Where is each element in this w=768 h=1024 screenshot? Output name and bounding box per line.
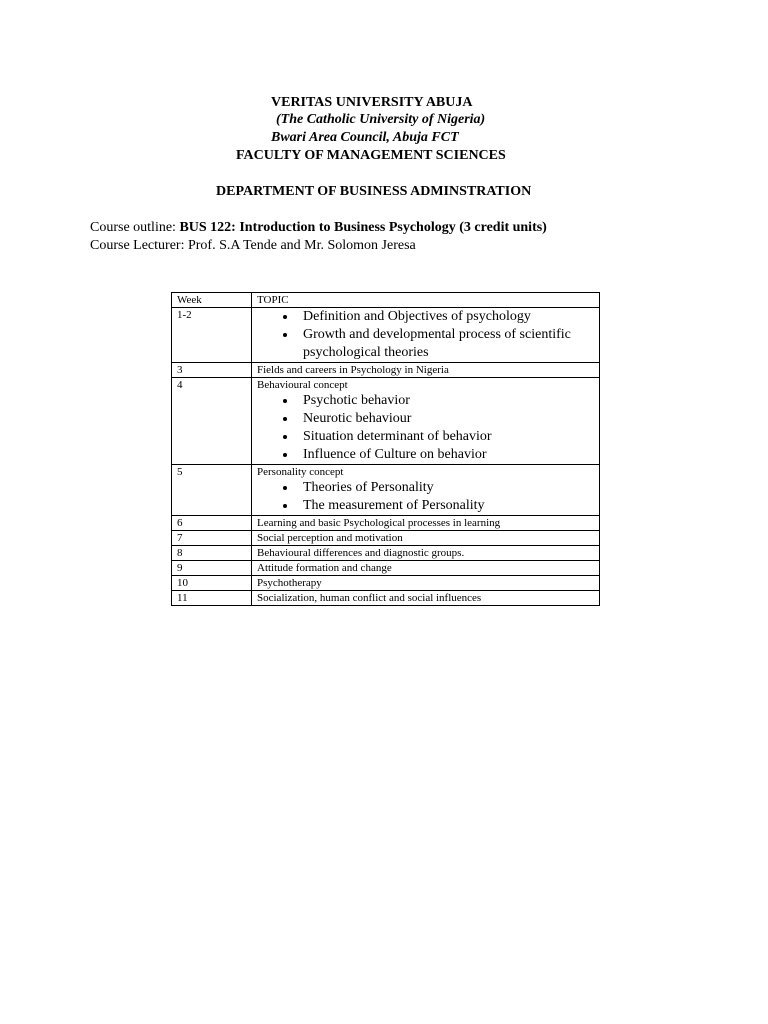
topic-cell bbox=[252, 465, 600, 516]
table-row bbox=[172, 546, 600, 561]
week-cell: 3 bbox=[172, 363, 252, 378]
table-row bbox=[172, 308, 600, 363]
table-row bbox=[172, 378, 600, 465]
topic-cell: Behavioural differences and diagnostic groups. bbox=[252, 546, 600, 561]
course-outline-table bbox=[171, 292, 600, 606]
topic-bullets bbox=[257, 479, 599, 515]
list-item: Neurotic behaviour bbox=[303, 410, 599, 428]
table-row bbox=[172, 363, 600, 378]
university-address: Bwari Area Council, Abuja FCT bbox=[271, 130, 459, 145]
week-cell: 7 bbox=[172, 531, 252, 546]
topic-bullets bbox=[257, 308, 599, 362]
topic-title: Personality concept bbox=[257, 466, 344, 478]
course-outline bbox=[90, 219, 547, 237]
topic-cell: Socialization, human conflict and social influences bbox=[252, 591, 600, 606]
list-item: Theories of Personality bbox=[303, 479, 599, 497]
course-lecturer: Course Lecturer: Prof. S.A Tende and Mr. Solomon Jeresa bbox=[90, 238, 416, 253]
table-row bbox=[172, 576, 600, 591]
table-header-row bbox=[172, 293, 600, 308]
topic-cell: Fields and careers in Psychology in Nigeria bbox=[252, 363, 600, 378]
course-outline-label: Course outline: bbox=[90, 220, 180, 235]
table-row bbox=[172, 531, 600, 546]
week-cell: 5 bbox=[172, 465, 252, 516]
list-item: Psychotic behavior bbox=[303, 392, 599, 410]
faculty-name: FACULTY OF MANAGEMENT SCIENCES bbox=[236, 148, 506, 163]
list-item: Definition and Objectives of psychology bbox=[303, 308, 599, 326]
topic-cell: Learning and basic Psychological processes in learning bbox=[252, 516, 600, 531]
department-name: DEPARTMENT OF BUSINESS ADMINSTRATION bbox=[216, 184, 532, 199]
topic-cell bbox=[252, 308, 600, 363]
university-subtitle: (The Catholic University of Nigeria) bbox=[276, 112, 486, 127]
week-cell: 6 bbox=[172, 516, 252, 531]
university-name: VERITAS UNIVERSITY ABUJA bbox=[271, 95, 473, 110]
list-item: Situation determinant of behavior bbox=[303, 428, 599, 446]
week-cell: 11 bbox=[172, 591, 252, 606]
week-cell: 8 bbox=[172, 546, 252, 561]
week-cell: 1-2 bbox=[172, 308, 252, 363]
topic-cell bbox=[252, 378, 600, 465]
course-outline-title: BUS 122: Introduction to Business Psychology (3 credit units) bbox=[179, 220, 547, 235]
topic-cell: Social perception and motivation bbox=[252, 531, 600, 546]
topic-header: TOPIC bbox=[252, 293, 600, 308]
list-item: Influence of Culture on behavior bbox=[303, 446, 599, 464]
topic-title: Behavioural concept bbox=[257, 379, 348, 391]
topic-bullets bbox=[257, 392, 599, 464]
table-row bbox=[172, 465, 600, 516]
table-row bbox=[172, 591, 600, 606]
table-row bbox=[172, 516, 600, 531]
week-cell: 9 bbox=[172, 561, 252, 576]
topic-cell: Attitude formation and change bbox=[252, 561, 600, 576]
week-cell: 4 bbox=[172, 378, 252, 465]
table-row bbox=[172, 561, 600, 576]
list-item: The measurement of Personality bbox=[303, 497, 599, 515]
week-header: Week bbox=[172, 293, 252, 308]
week-cell: 10 bbox=[172, 576, 252, 591]
topic-cell: Psychotherapy bbox=[252, 576, 600, 591]
list-item: Growth and developmental process of scientific psychological theories bbox=[303, 326, 599, 362]
